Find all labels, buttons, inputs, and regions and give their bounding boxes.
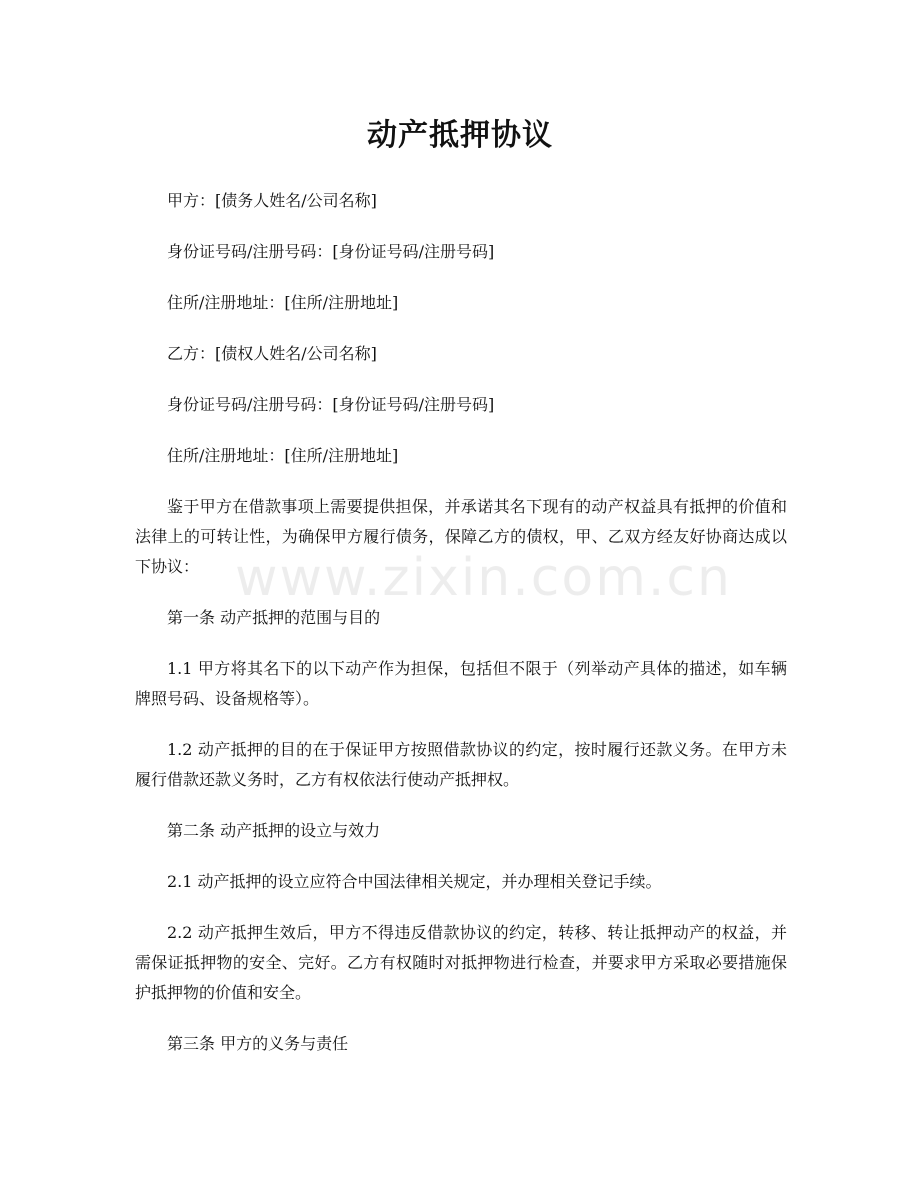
article-3-heading: 第三条 甲方的义务与责任: [167, 1034, 349, 1053]
clause-1-2: 1.2 动产抵押的目的在于保证甲方按照借款协议的约定，按时履行还款义务。在甲方未履行借款还款义务时，乙方有权依法行使动产抵押权。: [135, 740, 787, 789]
article-1-heading: 第一条 动产抵押的范围与目的: [167, 608, 381, 627]
document-title: 动产抵押协议: [367, 118, 553, 153]
party-b-id: 身份证号码/注册号码：[身份证号码/注册号码]: [167, 395, 495, 414]
clause-1-1: 1.1 甲方将其名下的以下动产作为担保，包括但不限于（列举动产具体的描述，如车辆牌照号码、设备规格等）。: [135, 659, 787, 708]
party-b-name: 乙方：[债权人姓名/公司名称]: [167, 344, 377, 363]
party-a-address: 住所/注册地址：[住所/注册地址]: [167, 293, 399, 312]
party-a-name: 甲方：[债务人姓名/公司名称]: [167, 191, 377, 210]
article-2-heading: 第二条 动产抵押的设立与效力: [167, 821, 381, 840]
preamble-paragraph: 鉴于甲方在借款事项上需要提供担保，并承诺其名下现有的动产权益具有抵押的价值和法律上的可转让性，为确保甲方履行债务，保障乙方的债权，甲、乙双方经友好协商达成以下协议：: [135, 497, 787, 576]
watermark: www.zixin.com.cn: [235, 548, 732, 608]
party-b-address: 住所/注册地址：[住所/注册地址]: [167, 446, 399, 465]
document-body: [135, 186, 787, 1059]
party-a-id: 身份证号码/注册号码：[身份证号码/注册号码]: [167, 242, 495, 261]
clause-2-2: 2.2 动产抵押生效后，甲方不得违反借款协议的约定，转移、转让抵押动产的权益，并需保证抵押物的安全、完好。乙方有权随时对抵押物进行检查，并要求甲方采取必要措施保护抵押物的价值和安全。: [135, 923, 787, 1002]
clause-2-1: 2.1 动产抵押的设立应符合中国法律相关规定，并办理相关登记手续。: [167, 872, 662, 891]
